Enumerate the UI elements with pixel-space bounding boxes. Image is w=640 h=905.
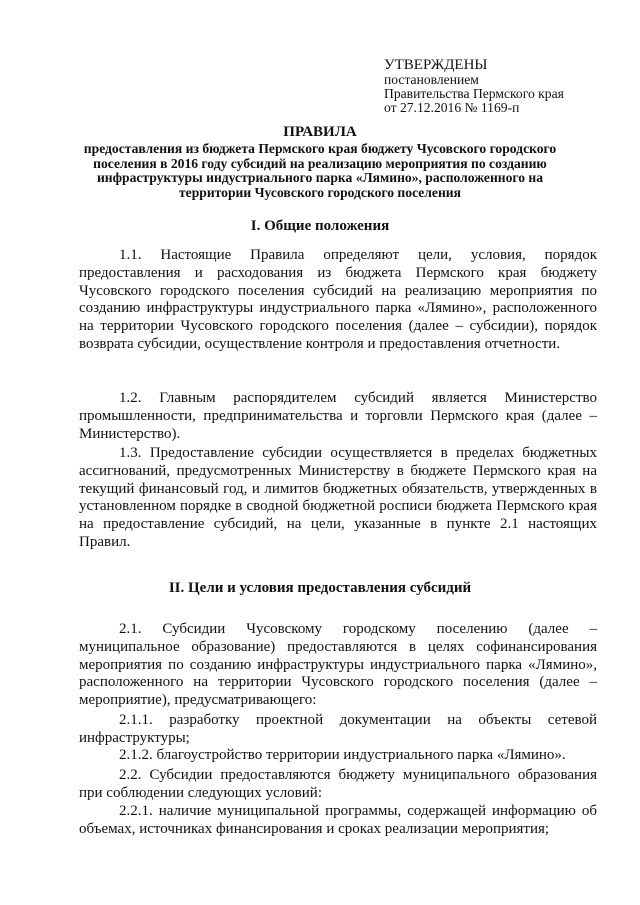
- section-heading: II. Цели и условия предоставления субсидий: [168, 580, 472, 596]
- paragraph-1-3: 1.3. Предоставление субсидии осуществляется в пределах бюджетных ассигнований, предусмотренных Министерству в бюджете Пермского края на текущий финансовый год, и лимитов бюджетных обязательств, утвержденных в установленном порядке в сводной бюджетной росписи бюджета Пермского края на предоставление субсидий, на цели, указанные в пункте 2.1 настоящих Правил.: [79, 445, 597, 550]
- approval-title: УТВЕРЖДЕНЫ: [384, 57, 488, 73]
- approval-stamp: [384, 57, 624, 115]
- section-heading: I. Общие положения: [250, 218, 390, 234]
- approval-line: от 27.12.2016 № 1169-п: [384, 100, 520, 115]
- document-title: ПРАВИЛА: [283, 124, 357, 140]
- paragraph-2-2-1: 2.2.1. наличие муниципальной программы, содержащей информацию об объемах, источниках финансирования и сроках реализации мероприятия;: [79, 803, 597, 837]
- paragraph-2-2: 2.2. Субсидии предоставляются бюджету муниципального образования при соблюдении следующих условий:: [79, 767, 597, 801]
- paragraph-2-1: 2.1. Субсидии Чусовскому городскому поселению (далее – муниципальное образование) предоставляются в целях софинансирования мероприятия по созданию инфраструктуры индустриального парка «Лямино», расположенного на территории Чусовского городского поселения (далее – мероприятие), предусматривающего:: [79, 621, 597, 709]
- paragraph-1-1: 1.1. Настоящие Правила определяют цели, условия, порядок предоставления и расходования из бюджета Пермского края бюджету Чусовского городского поселения субсидий на реализацию мероприятия по созданию инфраструктуры индустриального парка «Лямино», расположенного на территории Чусовского городского поселения (далее – субсидии), порядок возврата субсидии, осуществление контроля и предоставления отчетности.: [79, 247, 597, 352]
- paragraph-1-2: 1.2. Главным распорядителем субсидий является Министерство промышленности, предпринимательства и торговли Пермского края (далее – Министерство).: [79, 390, 597, 442]
- paragraph-2-1-1: 2.1.1. разработку проектной документации на объекты сетевой инфраструктуры;: [79, 712, 597, 746]
- approval-line: Правительства Пермского края: [384, 86, 564, 101]
- approval-line: постановлением: [384, 72, 479, 87]
- document-subtitle: предоставления из бюджета Пермского края бюджету Чусовского городского поселения в 2016 году субсидий на реализацию мероприятия по созданию инфраструктуры индустриального парка «Лямино», расположенного на территории Чусовского городского поселения: [83, 141, 557, 200]
- paragraph-2-1-2: 2.1.2. благоустройство территории индустриального парка «Лямино».: [119, 747, 566, 763]
